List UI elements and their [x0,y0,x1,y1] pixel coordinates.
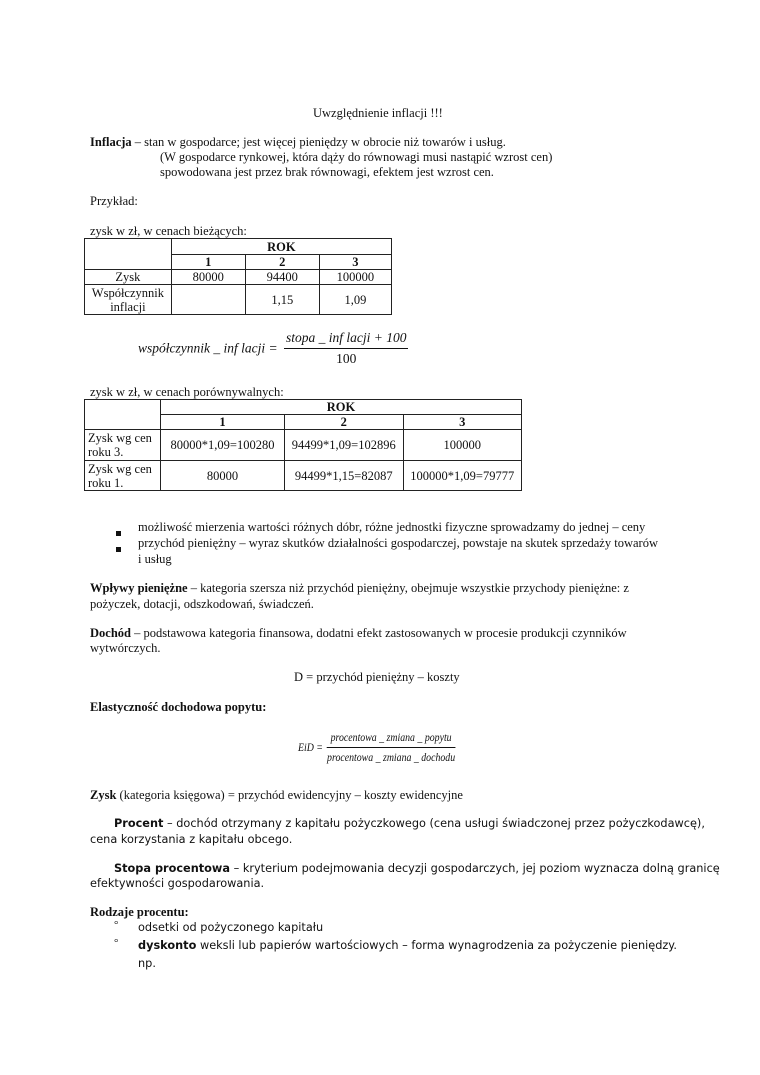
bullet-item: możliwość mierzenia wartości różnych dóbr, różne jednostki fizyczne sprowadzamy do jednej – ceny [138,520,646,534]
bullet-circle-icon: ° [114,919,119,931]
inflation-definition [90,135,506,150]
bullet-square-icon [116,541,121,556]
dochod-definition: Dochód – podstawowa kategoria finansowa, dodatni efekt zastosowanych w procesie produkcji czynników [90,626,627,640]
inflation-coefficient-formula [138,330,408,367]
year-header: 3 [403,415,522,430]
zysk-term: Zysk [90,788,117,802]
formula-lhs: współczynnik _ inf lacji = [138,340,278,356]
elasticity-numerator: procentowa _ zmiana _ popytu [327,730,455,748]
inflation-text: – stan w gospodarce; jest więcej pieniędzy w obrocie niż towarów i usług. [131,135,506,149]
rodzaje-item: dyskonto weksli lub papierów wartościowych – forma wynagrodzenia za pożyczenie pieniędzy. [138,939,677,952]
table2-caption: zysk w zł, w cenach porównywalnych: [90,385,284,399]
table-cell: 94499*1,09=102896 [285,430,403,461]
rodzaje-heading: Rodzaje procentu: [90,905,189,919]
procent-term: Procent [114,817,164,830]
table-current-prices [84,238,392,315]
table-cell: 94499*1,15=82087 [285,461,403,491]
formula-denominator: 100 [336,351,357,366]
elasticity-formula [298,730,455,765]
rodzaje-item: odsetki od pożyczonego kapitału [138,921,324,934]
table-corner [85,400,161,430]
table-cell: 1,09 [319,285,391,315]
year-header: 1 [160,415,284,430]
year-header: 3 [319,255,391,270]
row-label: Zysk [85,270,172,285]
wplywy-term: Wpływy pieniężne [90,581,188,595]
bullet-item: przychód pieniężny – wyraz skutków działalności gospodarczej, powstaje na skutek sprzedaży towarów [138,536,658,550]
year-header: 1 [171,255,245,270]
inflation-note-line1: (W gospodarce rynkowej, która dąży do równowagi musi nastąpić wzrost cen) [160,150,553,164]
table-group-header: ROK [160,400,521,415]
table-cell: 80000 [160,461,284,491]
row-label: Współczynnik inflacji [85,285,172,315]
bullet-square-icon [116,525,121,540]
table-corner [85,239,172,270]
elasticity-lhs: EiD = [298,740,323,754]
example-label: Przykład: [90,194,138,208]
table-cell: 1,15 [245,285,319,315]
rodzaje-item-example: np. [138,957,156,970]
bullet-item-continuation: i usług [138,552,172,566]
table-cell: 80000 [171,270,245,285]
table-group-header: ROK [171,239,391,255]
procent-continuation: cena korzystania z kapitału obcego. [90,833,293,846]
stopa-definition: Stopa procentowa – kryterium podejmowania decyzji gospodarczych, jej poziom wyznacza dolną granicę [114,862,720,875]
row-label: Zysk wg cen roku 3. [85,430,161,461]
table-comparable-prices [84,399,522,491]
year-header: 2 [245,255,319,270]
table-cell: 80000*1,09=100280 [160,430,284,461]
inflation-note-line2: spowodowana jest przez brak równowagi, efektem jest wzrost cen. [160,165,494,179]
dochod-formula: D = przychód pieniężny – koszty [294,670,460,684]
table-cell [171,285,245,315]
table-cell: 100000 [319,270,391,285]
formula-numerator: stopa _ inf lacji + 100 [284,330,409,349]
year-header: 2 [285,415,403,430]
procent-definition: Procent – dochód otrzymany z kapitału pożyczkowego (cena usługi świadczonej przez pożyczkodawcę), [114,817,705,830]
table1-caption: zysk w zł, w cenach bieżących: [90,224,247,238]
dochod-continuation: wytwórczych. [90,641,161,655]
dochod-term: Dochód [90,626,131,640]
stopa-term: Stopa procentowa [114,862,230,875]
table-cell: 100000*1,09=79777 [403,461,522,491]
elasticity-heading: Elastyczność dochodowa popytu: [90,700,267,714]
elasticity-denominator: procentowa _ zmiana _ dochodu [327,750,456,764]
wplywy-continuation: pożyczek, dotacji, odszkodowań, świadczeń. [90,597,314,611]
inflation-term: Inflacja [90,135,132,149]
table-cell: 100000 [403,430,522,461]
table-cell: 94400 [245,270,319,285]
page-title: Uwzględnienie inflacji !!! [313,106,443,120]
row-label: Zysk wg cen roku 1. [85,461,161,491]
bullet-circle-icon: ° [114,937,119,949]
dyskonto-term: dyskonto [138,939,197,952]
stopa-continuation: efektywności gospodarowania. [90,877,265,890]
wplywy-definition: Wpływy pieniężne – kategoria szersza niż przychód pieniężny, obejmuje wszystkie przychody pieniężne: z [90,581,629,595]
zysk-definition: Zysk (kategoria księgowa) = przychód ewidencyjny – koszty ewidencyjne [90,788,463,802]
